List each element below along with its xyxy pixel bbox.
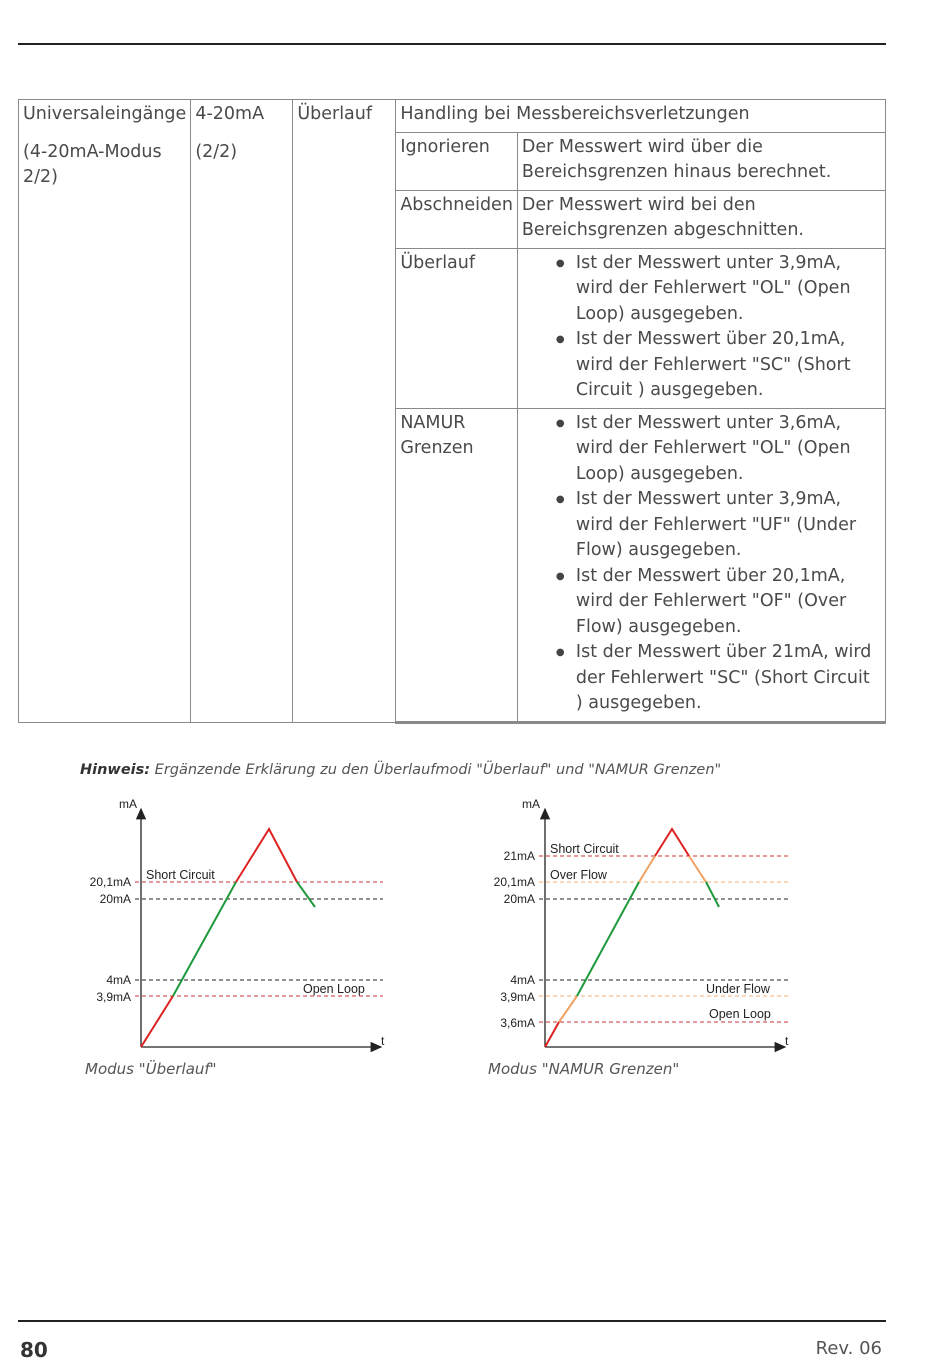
handling-header: Handling bei Messbereichsverletzungen xyxy=(396,100,886,133)
bullet-item: ● Ist der Messwert über 20,1mA, wird der Fehlerwert "SC" (Short Circuit ) ausgegeben. xyxy=(576,327,881,404)
col2-line1: 4-20mA xyxy=(195,104,265,124)
tick-21ma: 21mA xyxy=(503,849,535,863)
row-text-ignorieren: Der Messwert wird über die Bereichsgrenzen hinaus berechnet. xyxy=(517,132,885,190)
bottom-rule xyxy=(18,1320,886,1322)
x-axis-label: t xyxy=(785,1034,789,1048)
row-label-namur: NAMUR Grenzen xyxy=(396,408,518,722)
hint-text: Ergänzende Erklärung zu den Überlaufmodi "Überlauf" und "NAMUR Grenzen" xyxy=(150,762,722,778)
y-axis-label: mA xyxy=(522,797,540,811)
signal-green-fall xyxy=(706,882,719,907)
col3-line1: Überlauf xyxy=(297,104,373,124)
tick-20ma: 20mA xyxy=(99,892,131,906)
x-axis-label: t xyxy=(381,1034,385,1048)
tick-20-1ma: 20,1mA xyxy=(89,875,131,889)
tick-3-9ma: 3,9mA xyxy=(96,990,131,1004)
bullet-item: ● Ist der Messwert unter 3,9mA, wird der Fehlerwert "UF" (Under Flow) ausgegeben. xyxy=(576,487,881,564)
signal-orange-fall xyxy=(689,856,706,882)
signal-red-low xyxy=(141,996,173,1047)
label-over-flow: Over Flow xyxy=(550,868,607,882)
label-short-circuit: Short Circuit xyxy=(550,842,619,856)
row-text-abschneiden: Der Messwert wird bei den Bereichsgrenzen abgeschnitten. xyxy=(517,190,885,248)
signal-orange-low xyxy=(559,996,577,1022)
signal-red-peak xyxy=(236,829,297,882)
caption-namur: Modus "NAMUR Grenzen" xyxy=(488,1060,680,1078)
tick-4ma: 4mA xyxy=(510,973,535,987)
col2-line2: (2/2) xyxy=(195,141,238,162)
bullet-item: ● Ist der Messwert unter 3,9mA, wird der Fehlerwert "OL" (Open Loop) ausgegeben. xyxy=(576,251,881,328)
bullet-item: ● Ist der Messwert über 21mA, wird der Fehlerwert "SC" (Short Circuit ) ausgegeben. xyxy=(576,640,881,717)
signal-green-fall xyxy=(297,882,315,907)
tick-20ma: 20mA xyxy=(503,892,535,906)
hint-label: Hinweis: xyxy=(80,762,151,778)
label-open-loop: Open Loop xyxy=(709,1007,771,1021)
hint-note xyxy=(80,762,721,778)
row-label-ignorieren: Ignorieren xyxy=(396,132,518,190)
y-axis-label: mA xyxy=(119,797,137,811)
label-under-flow: Under Flow xyxy=(706,982,770,996)
top-rule xyxy=(18,43,886,45)
chart-namur xyxy=(480,795,800,1060)
revision-label: Rev. 06 xyxy=(815,1338,882,1359)
row-label-abschneiden: Abschneiden xyxy=(396,190,518,248)
bullet-item: ● Ist der Messwert über 20,1mA, wird der Fehlerwert "OF" (Over Flow) ausgegeben. xyxy=(576,564,881,641)
bullet-item: ● Ist der Messwert unter 3,6mA, wird der Fehlerwert "OL" (Open Loop) ausgegeben. xyxy=(576,411,881,488)
page-number: 80 xyxy=(20,1338,48,1362)
label-open-loop: Open Loop xyxy=(303,982,365,996)
row-bullets-namur xyxy=(517,408,885,722)
signal-red-low xyxy=(545,1022,559,1047)
tick-20-1ma: 20,1mA xyxy=(493,875,535,889)
cell-universaleingaenge xyxy=(19,100,191,723)
label-short-circuit: Short Circuit xyxy=(146,868,215,882)
chart-ueberlauf xyxy=(75,795,395,1060)
cell-ueberlauf xyxy=(293,100,396,723)
signal-green-rise xyxy=(577,882,639,996)
tick-4ma: 4mA xyxy=(106,973,131,987)
col1-line2: (4-20mA-Modus 2/2) xyxy=(23,141,162,187)
cell-4-20ma xyxy=(191,100,293,723)
signal-orange-rise xyxy=(639,856,655,882)
row-bullets-ueberlauf xyxy=(517,248,885,408)
tick-3-9ma: 3,9mA xyxy=(500,990,535,1004)
row-label-ueberlauf: Überlauf xyxy=(396,248,518,408)
tick-3-6ma: 3,6mA xyxy=(500,1016,535,1030)
caption-ueberlauf: Modus "Überlauf" xyxy=(85,1060,217,1078)
spec-table xyxy=(18,99,886,724)
col1-line1: Universaleingänge xyxy=(23,104,187,124)
signal-green-rise xyxy=(173,882,236,996)
signal-red-peak xyxy=(655,829,689,856)
